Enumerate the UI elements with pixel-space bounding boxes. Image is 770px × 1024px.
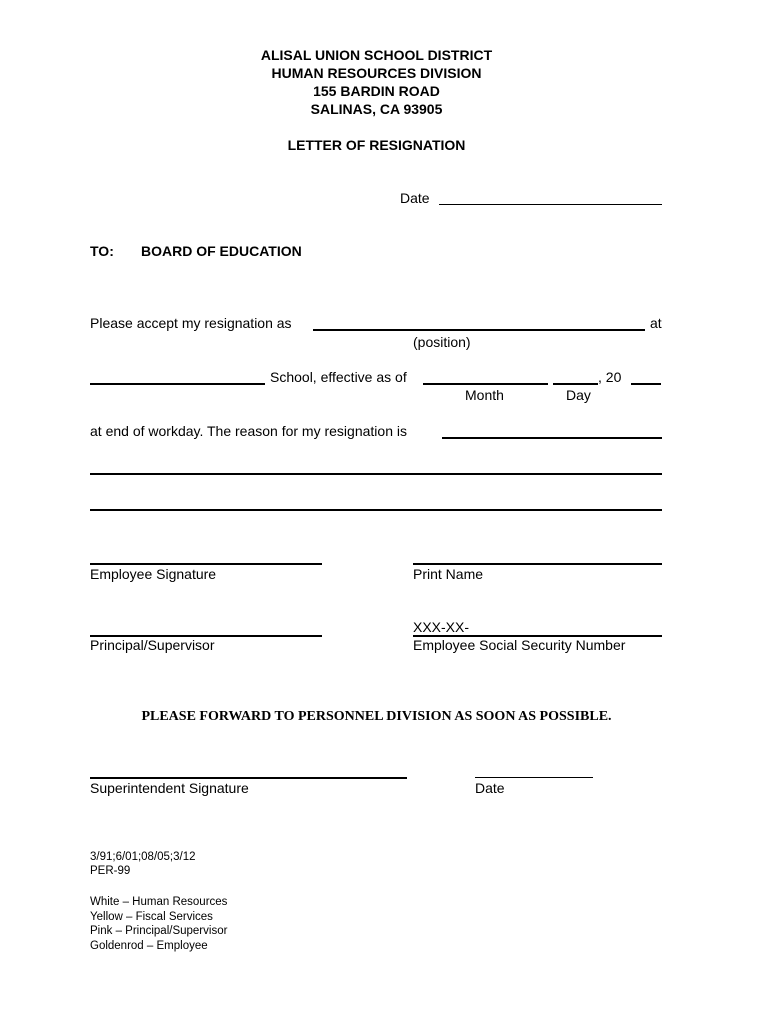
recipient: BOARD OF EDUCATION — [141, 243, 302, 259]
print-name-field[interactable] — [413, 550, 662, 565]
principal-signature-field[interactable] — [90, 622, 322, 637]
street-address: 155 BARDIN ROAD — [313, 83, 440, 99]
distribution-pink: Pink – Principal/Supervisor — [90, 925, 228, 937]
reason-line-3[interactable] — [90, 496, 662, 511]
distribution-goldenrod: Goldenrod – Employee — [90, 940, 208, 952]
position-caption: (position) — [413, 334, 471, 350]
ssn-label: Employee Social Security Number — [413, 637, 626, 653]
print-name-label: Print Name — [413, 566, 484, 582]
superintendent-date-field[interactable] — [475, 764, 593, 778]
date-field[interactable] — [439, 191, 662, 205]
superintendent-signature-field[interactable] — [90, 764, 407, 779]
district-name: ALISAL UNION SCHOOL DISTRICT — [260, 47, 493, 63]
year-field[interactable] — [631, 370, 661, 385]
month-field[interactable] — [423, 370, 548, 385]
position-field[interactable] — [313, 316, 645, 331]
superintendent-signature-label: Superintendent Signature — [90, 780, 249, 796]
distribution-white: White – Human Resources — [90, 896, 228, 908]
school-field[interactable] — [90, 370, 265, 385]
employee-signature-field[interactable] — [90, 550, 322, 565]
employee-signature-label: Employee Signature — [90, 566, 217, 582]
division-name: HUMAN RESOURCES DIVISION — [271, 65, 482, 81]
revision-dates: 3/91;6/01;08/05;3/12 — [90, 851, 196, 863]
day-caption: Day — [566, 387, 591, 403]
to-label: TO: — [90, 243, 114, 259]
superintendent-date-label: Date — [475, 780, 505, 796]
ssn-prefill: XXX-XX- — [413, 619, 470, 635]
page-title: LETTER OF RESIGNATION — [287, 137, 466, 153]
principal-supervisor-label: Principal/Supervisor — [90, 637, 215, 653]
month-caption: Month — [465, 387, 504, 403]
city-state-zip: SALINAS, CA 93905 — [310, 101, 443, 117]
reason-line-2[interactable] — [90, 460, 662, 475]
forward-notice: PLEASE FORWARD TO PERSONNEL DIVISION AS SOON AS POSSIBLE. — [141, 709, 612, 724]
distribution-yellow: Yellow – Fiscal Services — [90, 911, 213, 923]
reason-text: at end of workday. The reason for my resignation is — [90, 423, 407, 439]
form-number: PER-99 — [90, 865, 131, 877]
reason-field[interactable] — [442, 424, 662, 439]
at-text: at — [650, 315, 662, 331]
school-effective-text: School, effective as of — [270, 369, 407, 385]
day-field[interactable] — [553, 370, 598, 385]
date-label: Date — [400, 190, 430, 206]
year-prefix: , 20 — [598, 369, 622, 385]
accept-text: Please accept my resignation as — [90, 315, 292, 331]
